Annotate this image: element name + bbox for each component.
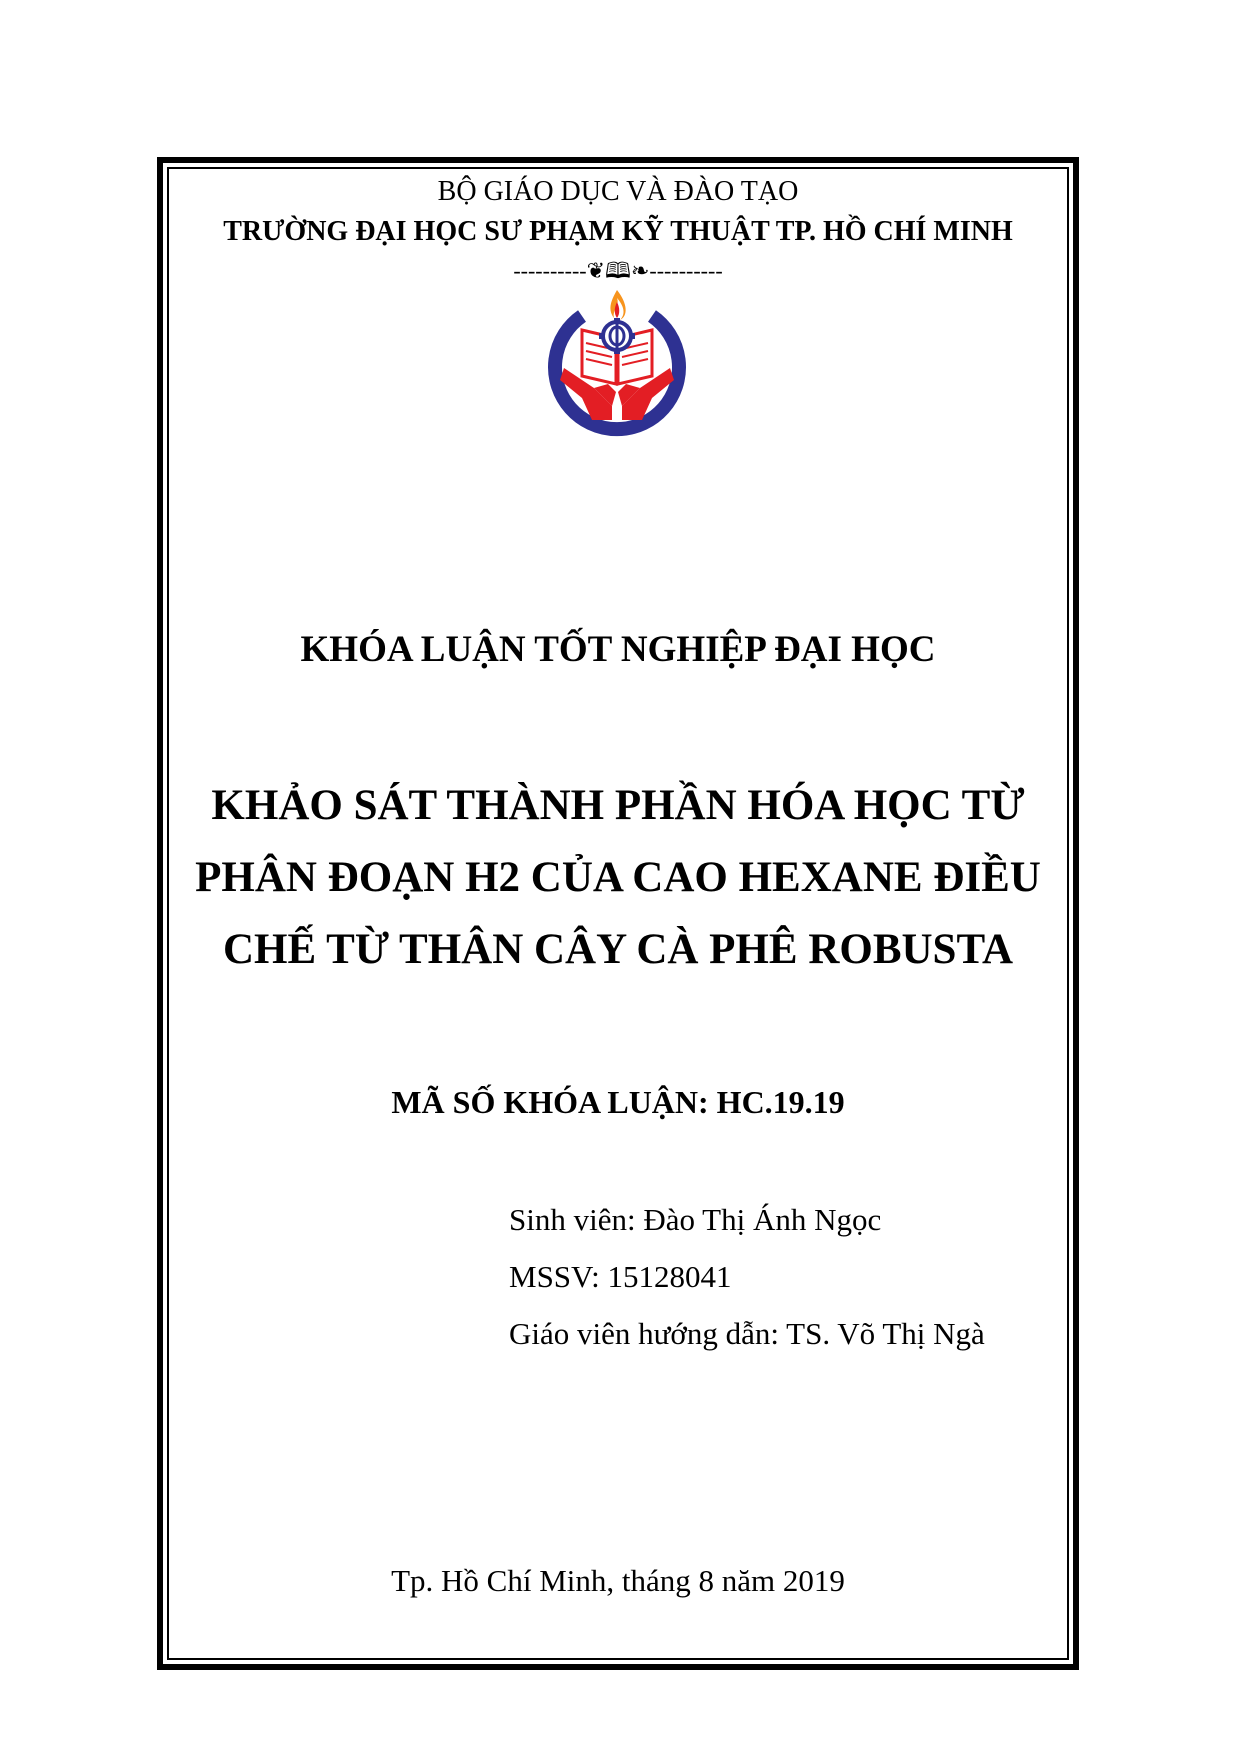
thesis-code: MÃ SỐ KHÓA LUẬN: HC.19.19: [391, 1084, 845, 1120]
university-name: TRƯỜNG ĐẠI HỌC SƯ PHẠM KỸ THUẬT TP. HỒ CHÍ MINH: [223, 216, 1013, 247]
university-emblem-icon: [542, 288, 692, 443]
ornament-divider: ----------❦🕮❧----------: [513, 258, 723, 283]
ministry-name: BỘ GIÁO DỤC VÀ ĐÀO TẠO: [437, 176, 799, 207]
student-name: Sinh viên: Đào Thị Ánh Ngọc: [509, 1202, 882, 1237]
thesis-title-line-1: KHẢO SÁT THÀNH PHẦN HÓA HỌC TỪ: [211, 782, 1025, 829]
advisor-name: Giáo viên hướng dẫn: TS. Võ Thị Ngà: [509, 1316, 985, 1351]
student-id: MSSV: 15128041: [509, 1259, 732, 1294]
thesis-title-line-3: CHẾ TỪ THÂN CÂY CÀ PHÊ ROBUSTA: [222, 926, 1014, 973]
thesis-title-line-2: PHÂN ĐOẠN H2 CỦA CAO HEXANE ĐIỀU: [195, 854, 1041, 901]
thesis-type: KHÓA LUẬN TỐT NGHIỆP ĐẠI HỌC: [300, 629, 936, 670]
place-and-date: Tp. Hồ Chí Minh, tháng 8 năm 2019: [391, 1563, 845, 1598]
